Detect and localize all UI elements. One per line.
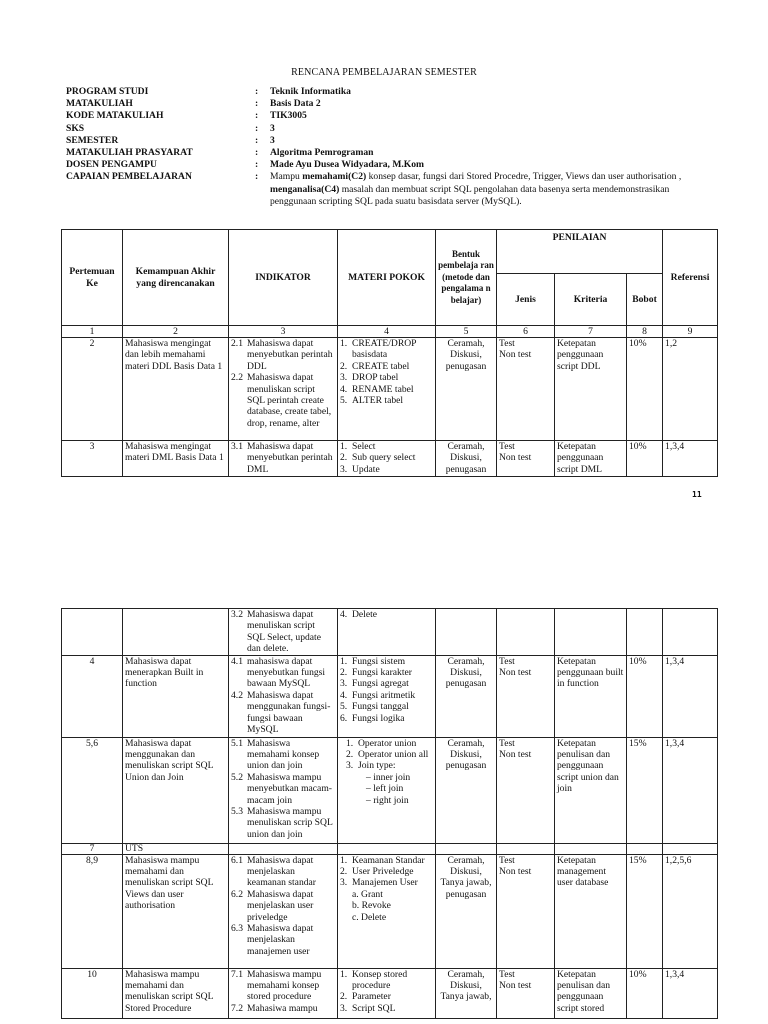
header-indikator: INDIKATOR — [229, 230, 338, 326]
rps-table-part2 — [61, 608, 718, 1019]
cell-indikator: 3.2 Mahasiswa dapat menuliskan script SQL Select, update dan delete. — [229, 609, 338, 656]
meta-label: KODE MATAKULIAH — [66, 110, 164, 122]
cell-materi: 1. Select 2. Sub query select 3. Update — [338, 441, 436, 477]
cell-kemampuan: Mahasiswa dapat menggunakan dan menuliskan script SQL Union dan Join — [123, 737, 229, 843]
cell-pertemuan: 5,6 — [62, 737, 123, 843]
col-number: 7 — [555, 326, 627, 338]
col-number: 9 — [663, 326, 718, 338]
cell-indikator: 7.1 Mahasiswa mampu memahami konsep stored procedure 7.2 Mahasiwa mampu — [229, 968, 338, 1018]
meta-row-capaian — [66, 171, 706, 208]
cell-kriteria — [555, 609, 627, 656]
cell-materi: 1. CREATE/DROP basisdata 2. CREATE tabel 3. DROP tabel 4. RENAME tabel 5. ALTER tabel — [338, 338, 436, 441]
cell-referensi — [663, 609, 718, 656]
col-number: 1 — [62, 326, 123, 338]
meta-colon: : — [255, 110, 259, 122]
course-info — [66, 86, 706, 208]
page-number: 11 — [692, 490, 702, 499]
meta-row — [66, 135, 706, 147]
meta-label: MATAKULIAH — [66, 98, 133, 110]
cell-materi: 1. Fungsi sistem 2. Fungsi karakter 3. Fungsi agregat 4. Fungsi aritmetik 5. Fungsi tanggal 6. Fungsi logika — [338, 655, 436, 737]
meta-label: PROGRAM STUDI — [66, 86, 149, 97]
cell-kriteria: Ketepatan penggunaan script DDL — [555, 338, 627, 441]
cell-indikator: 6.1 Mahasiswa dapat menjelaskan keamanan standar 6.2 Mahasiswa dapat menjelaskan user priveledge 6.3 Mahasiswa dapat menjelaskan manajemen user — [229, 854, 338, 968]
meta-row — [66, 159, 706, 171]
rps-table-part1 — [61, 229, 718, 477]
table-row — [62, 338, 718, 441]
cell-referensi: 1,3,4 — [663, 737, 718, 843]
table-row — [62, 737, 718, 843]
page-title: RENCANA PEMBELAJARAN SEMESTER — [291, 67, 477, 78]
cell-kemampuan: Mahasiswa mampu memahami dan menuliskan script SQL Views dan user authorisation — [123, 854, 229, 968]
cell-jenis: Test Non test — [497, 338, 555, 441]
meta-label: CAPAIAN PEMBELAJARAN — [66, 171, 192, 183]
cell-pertemuan: 10 — [62, 968, 123, 1018]
cell-bobot: 10% — [627, 655, 663, 737]
cell-kriteria: Ketepatan management user database — [555, 854, 627, 968]
meta-colon: : — [255, 98, 259, 110]
meta-value: 3 — [270, 122, 275, 134]
col-number: 3 — [229, 326, 338, 338]
cell-indikator: 2.1 Mahasiswa dapat menyebutkan perintah DDL 2.2 Mahasiswa dapat menuliskan script SQL perintah create database, create tabel, drop, rename, alter — [229, 338, 338, 441]
meta-label: SKS — [66, 122, 85, 134]
cell-bentuk — [436, 609, 497, 656]
cell-kriteria: Ketepatan penggunaan script DML — [555, 441, 627, 477]
meta-row — [66, 86, 706, 98]
cell-jenis — [497, 609, 555, 656]
meta-value: Algoritma Pemrograman — [270, 147, 374, 159]
cell-referensi: 1,2 — [663, 338, 718, 441]
meta-colon: : — [255, 122, 259, 134]
cell-bobot: 15% — [627, 737, 663, 843]
meta-label: MATAKULIAH PRASYARAT — [66, 147, 193, 159]
cell-referensi: 1,3,4 — [663, 968, 718, 1018]
header-bobot: Bobot — [627, 274, 663, 326]
meta-value: Basis Data 2 — [270, 98, 321, 110]
capaian-text: Mampu memahami(C2) konsep dasar, fungsi dari Stored Procedre, Trigger, Views dan user authorisation , menganalisa(C4) masalah dan membuat script SQL pengolahan data basenya serta mendemonstrasikan penggunaan scripting SQL pada suatu basisdata server (MySQL). — [270, 171, 682, 207]
cell-bentuk: Ceramah, Diskusi, penugasan — [436, 737, 497, 843]
header-bentuk: Bentuk pembelaja ran (metode dan pengalama n belajar) — [436, 230, 497, 326]
meta-colon: : — [255, 86, 259, 97]
cell-materi: 1. Konsep stored procedure 2. Parameter 3. Script SQL — [338, 968, 436, 1018]
cell-pertemuan: 8,9 — [62, 854, 123, 968]
cell-jenis: Test Non test — [497, 854, 555, 968]
meta-label: SEMESTER — [66, 134, 119, 146]
table-row — [62, 609, 718, 656]
cell-kemampuan: Mahasiswa mengingat dan lebih memahami materi DDL Basis Data 1 — [123, 338, 229, 441]
column-number-row — [62, 326, 718, 338]
cell-jenis: Test Non test — [497, 968, 555, 1018]
cell-materi: 4. Delete — [338, 609, 436, 656]
header-kriteria: Kriteria — [555, 274, 627, 326]
col-number: 8 — [627, 326, 663, 338]
cell-referensi: 1,3,4 — [663, 655, 718, 737]
meta-value: 3 — [270, 134, 275, 146]
cell-kemampuan: UTS — [123, 843, 229, 854]
header-kemampuan: Kemampuan Akhir yang direncanakan — [123, 230, 229, 326]
cell-indikator: 4.1 mahasiswa dapat menyebutkan fungsi bawaan MySQL 4.2 Mahasiswa dapat menggunakan fungsi-fungsi bawaan MySQL — [229, 655, 338, 737]
header-pertemuan: Pertemuan Ke — [62, 230, 123, 326]
cell-bobot: 15% — [627, 854, 663, 968]
cell-materi: 1. Keamanan Standar 2. User Priveledge 3. Manajemen User a. Grant b. Revoke c. Delete — [338, 854, 436, 968]
meta-row — [66, 110, 706, 122]
table-row — [62, 854, 718, 968]
cell-bobot — [627, 609, 663, 656]
cell-referensi: 1,2,5,6 — [663, 854, 718, 968]
header-penilaian: PENILAIAN — [497, 230, 663, 274]
cell-pertemuan: 4 — [62, 655, 123, 737]
header-jenis: Jenis — [497, 274, 555, 326]
col-number: 5 — [436, 326, 497, 338]
cell-kemampuan: Mahasiswa dapat menerapkan Built in function — [123, 655, 229, 737]
cell-pertemuan — [62, 609, 123, 656]
cell-kemampuan: Mahasiswa mengingat materi DML Basis Data 1 — [123, 441, 229, 477]
cell-jenis: Test Non test — [497, 737, 555, 843]
cell-kriteria: Ketepatan penulisan dan penggunaan script stored — [555, 968, 627, 1018]
meta-colon: : — [255, 147, 259, 159]
cell-indikator: 5.1 Mahasiswa memahami konsep union dan join 5.2 Mahasiswa mampu menyebutkan macam-macam join 5.3 Mahasiswa mampu menuliskan scrip SQL union dan join — [229, 737, 338, 843]
meta-value: Made Ayu Dusea Widyadara, M.Kom — [270, 159, 425, 171]
cell-bentuk: Ceramah, Diskusi, Tanya jawab, — [436, 968, 497, 1018]
cell-bentuk: Ceramah, Diskusi, penugasan — [436, 655, 497, 737]
col-number: 2 — [123, 326, 229, 338]
cell-bentuk: Ceramah, Diskusi, penugasan — [436, 441, 497, 477]
table-row — [62, 968, 718, 1018]
meta-value: Teknik Informatika — [270, 86, 351, 97]
col-number: 6 — [497, 326, 555, 338]
cell-pertemuan: 3 — [62, 441, 123, 477]
meta-colon: : — [255, 134, 259, 146]
header-materi: MATERI POKOK — [338, 230, 436, 326]
table-row — [62, 441, 718, 477]
meta-label: DOSEN PENGAMPU — [66, 159, 157, 171]
header-referensi: Referensi — [663, 230, 718, 326]
table-row — [62, 655, 718, 737]
cell-bentuk: Ceramah, Diskusi, Tanya jawab, penugasan — [436, 854, 497, 968]
cell-kriteria: Ketepatan penggunaan built in function — [555, 655, 627, 737]
meta-row — [66, 98, 706, 110]
cell-bentuk: Ceramah, Diskusi, penugasan — [436, 338, 497, 441]
meta-row — [66, 147, 706, 159]
cell-materi: 1. Operator union 2. Operator union all 3. Join type: – inner join – left join – right join — [338, 737, 436, 843]
meta-colon: : — [255, 171, 259, 183]
meta-value: TIK3005 — [270, 110, 307, 122]
table-row — [62, 843, 718, 854]
cell-pertemuan: 2 — [62, 338, 123, 441]
meta-colon: : — [255, 159, 259, 171]
cell-kemampuan — [123, 609, 229, 656]
cell-jenis: Test Non test — [497, 441, 555, 477]
cell-referensi: 1,3,4 — [663, 441, 718, 477]
cell-kemampuan: Mahasiswa mampu memahami dan menuliskan script SQL Stored Procedure — [123, 968, 229, 1018]
cell-pertemuan: 7 — [62, 843, 123, 854]
cell-kriteria: Ketepatan penulisan dan penggunaan script union dan join — [555, 737, 627, 843]
cell-bobot: 10% — [627, 968, 663, 1018]
meta-row — [66, 123, 706, 135]
cell-indikator: 3.1 Mahasiswa dapat menyebutkan perintah DML — [229, 441, 338, 477]
cell-jenis: Test Non test — [497, 655, 555, 737]
col-number: 4 — [338, 326, 436, 338]
cell-bobot: 10% — [627, 338, 663, 441]
cell-bobot: 10% — [627, 441, 663, 477]
